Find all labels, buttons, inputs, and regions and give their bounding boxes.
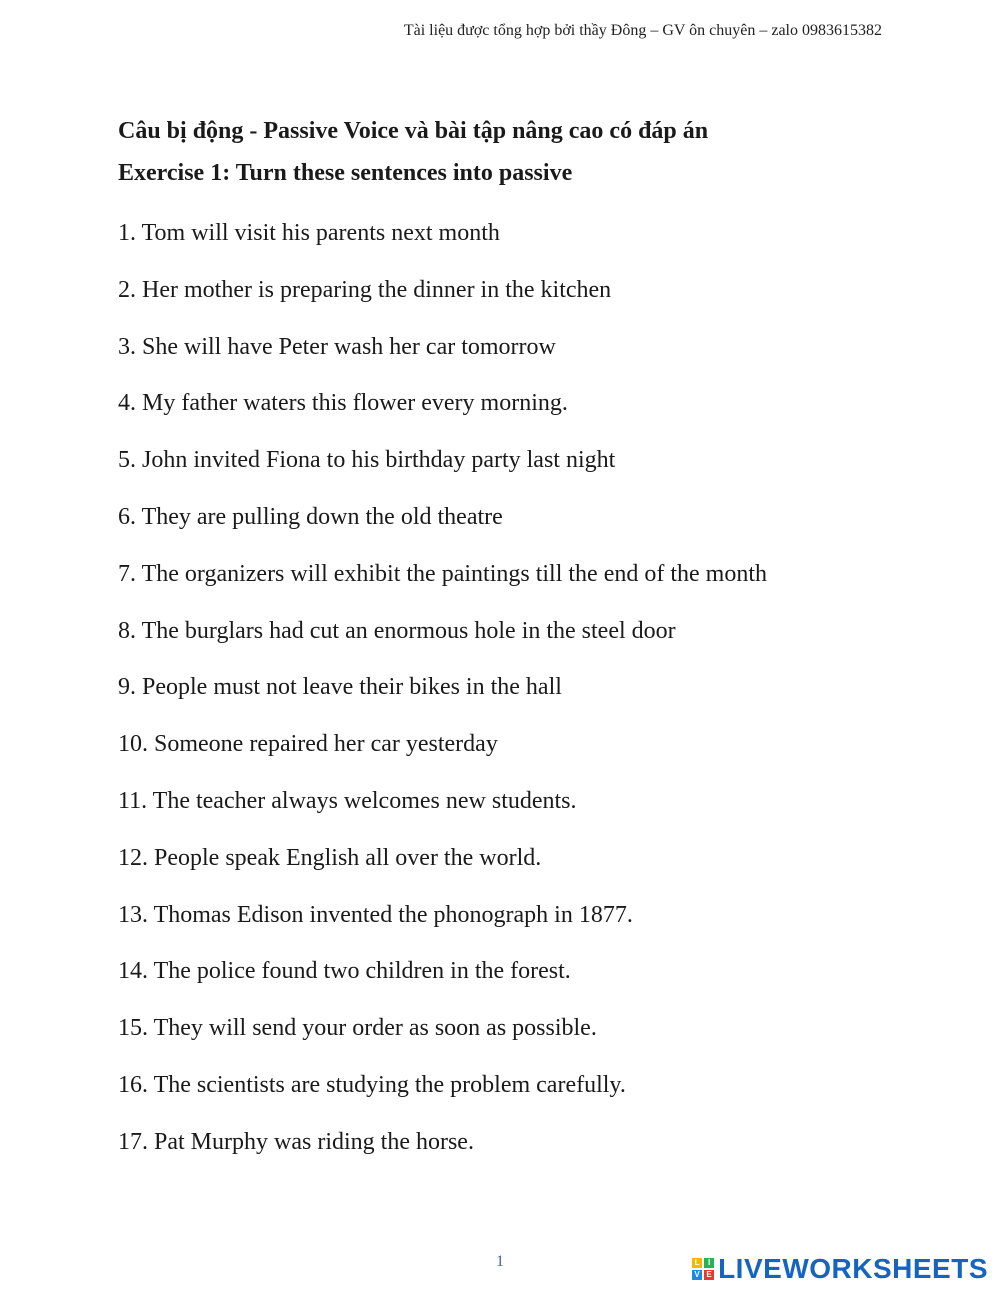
page-number: 1: [496, 1253, 504, 1270]
liveworksheets-logo[interactable]: [692, 1253, 988, 1285]
logo-letter: E: [704, 1270, 714, 1280]
sentence-item: 2. Her mother is preparing the dinner in the kitchen: [118, 276, 612, 303]
sentence-item: 15. They will send your order as soon as possible.: [118, 1015, 597, 1042]
sentence-item: 11. The teacher always welcomes new students.: [118, 787, 577, 814]
sentence-list: [118, 212, 978, 1178]
sentence-item: 4. My father waters this flower every morning.: [118, 390, 568, 417]
sentence-item: 3. She will have Peter wash her car tomorrow: [118, 333, 556, 360]
logo-mark-icon: [692, 1258, 714, 1280]
sentence-item: 8. The burglars had cut an enormous hole in the steel door: [118, 617, 676, 644]
sentence-item: 7. The organizers will exhibit the paintings till the end of the month: [118, 560, 767, 587]
sentence-item: 9. People must not leave their bikes in the hall: [118, 674, 562, 701]
logo-letter: I: [704, 1258, 714, 1268]
sentence-item: 12. People speak English all over the world.: [118, 844, 542, 871]
document-title: Câu bị động - Passive Voice và bài tập nâng cao có đáp án: [118, 118, 709, 144]
page-header: Tài liệu được tổng hợp bởi thầy Đông – GV ôn chuyên – zalo 0983615382: [403, 22, 882, 39]
sentence-item: 16. The scientists are studying the problem carefully.: [118, 1071, 626, 1098]
sentence-item: 17. Pat Murphy was riding the horse.: [118, 1128, 474, 1155]
sentence-item: 10. Someone repaired her car yesterday: [118, 731, 498, 758]
brand-name: LIVEWORKSHEETS: [718, 1253, 988, 1284]
logo-letter: V: [692, 1270, 702, 1280]
sentence-item: 6. They are pulling down the old theatre: [118, 503, 503, 530]
sentence-item: 13. Thomas Edison invented the phonograph in 1877.: [118, 901, 633, 928]
logo-letter: L: [692, 1258, 702, 1268]
exercise-title: Exercise 1: Turn these sentences into passive: [118, 160, 573, 186]
sentence-item: 1. Tom will visit his parents next month: [118, 220, 500, 246]
sentence-item: 14. The police found two children in the forest.: [118, 958, 571, 985]
sentence-item: 5. John invited Fiona to his birthday party last night: [118, 447, 616, 474]
